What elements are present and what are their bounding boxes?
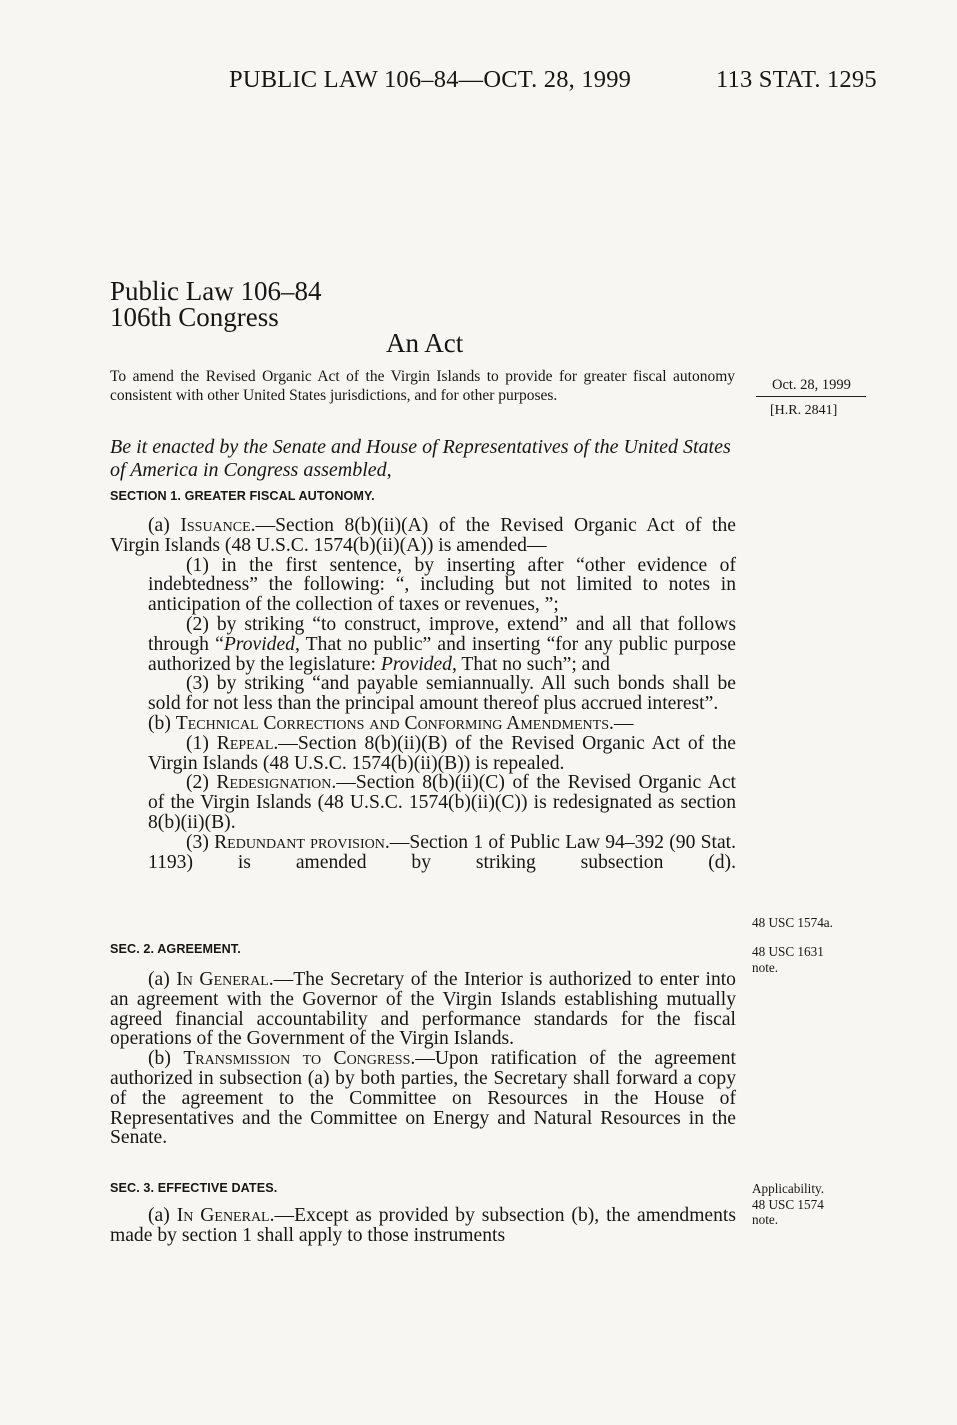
enacting-clause: Be it enacted by the Senate and House of Representatives of the United States of America in Congress assembled, bbox=[110, 436, 731, 481]
paragraph-1b-2: (2) Redesignation.—Section 8(b)(ii)(C) of the Revised Organic Act of the Virgin Islands (48 U.S.C. 1574(b)(ii)(C)) is redesignated as section 8(b)(ii)(B). bbox=[148, 772, 736, 833]
paragraph-1a-2: (2) by striking “to construct, improve, extend” and all that follows through “Provided, That no public” and inserting “for any public purpose authorized by the legislature: Provided, That no such”; and bbox=[148, 613, 736, 675]
congress-number: 106th Congress bbox=[110, 302, 279, 332]
margin-date: Oct. 28, 1999 bbox=[772, 377, 851, 393]
section-3-heading: SEC. 3. EFFECTIVE DATES. bbox=[110, 1181, 278, 1195]
subsection-1b: (b) Technical Corrections and Conforming Amendments.— bbox=[148, 712, 634, 734]
margin-note-48-usc-1574a: 48 USC 1574a. bbox=[752, 915, 833, 930]
section-1-heading: SECTION 1. GREATER FISCAL AUTONOMY. bbox=[110, 489, 375, 503]
margin-note-applicability: Applicability. 48 USC 1574 note. bbox=[752, 1181, 825, 1227]
public-law-number: Public Law 106–84 bbox=[110, 276, 322, 306]
paragraph-1b-3: (3) Redundant provision.—Section 1 of Public Law 94–392 (90 Stat. 1193) is amended by striking subsection (d). bbox=[148, 831, 736, 873]
subsection-1a: (a) Issuance.—Section 8(b)(ii)(A) of the Revised Organic Act of the Virgin Islands (48 U.S.C. 1574(b)(ii)(A)) is amended— bbox=[110, 515, 736, 556]
purpose-clause: To amend the Revised Organic Act of the Virgin Islands to provide for greater fiscal autonomy consistent with other United States jurisdictions, and for other purposes. bbox=[110, 368, 735, 404]
running-header-left: PUBLIC LAW 106–84—OCT. 28, 1999 bbox=[229, 66, 632, 93]
subsection-2a: (a) In General.—The Secretary of the Interior is authorized to enter into an agreement with the Governor of the Virgin Islands establishing mutually agreed financial accountability and performance standards for the fiscal operations of the Government of the Virgin Islands. bbox=[110, 969, 736, 1050]
running-header-right: 113 STAT. 1295 bbox=[716, 66, 877, 93]
margin-note-48-usc-1631: 48 USC 1631 note. bbox=[752, 944, 824, 975]
paragraph-1a-1: (1) in the first sentence, by inserting after “other evidence of indebtedness” the following: “, including but not limited to notes in anticipation of the collection of taxes or revenues, ”; bbox=[148, 554, 736, 616]
subsection-2b: (b) Transmission to Congress.—Upon ratification of the agreement authorized in subsection (a) by both parties, the Secretary shall forward a copy of the agreement to the Committee on Resources in the House of Representatives and the Committee on Energy and Natural Resources in the Senate. bbox=[110, 1048, 736, 1149]
paragraph-1b-1: (1) Repeal.—Section 8(b)(ii)(B) of the Revised Organic Act of the Virgin Islands (48 U.S.C. 1574(b)(ii)(B)) is repealed. bbox=[148, 732, 736, 774]
act-title: An Act bbox=[386, 328, 464, 358]
section-2-heading: SEC. 2. AGREEMENT. bbox=[110, 942, 241, 956]
subsection-3a: (a) In General.—Except as provided by subsection (b), the amendments made by section 1 shall apply to those instruments bbox=[110, 1205, 736, 1246]
section-3-body bbox=[110, 1206, 736, 1246]
section-1-body bbox=[110, 516, 736, 872]
section-2-body bbox=[110, 970, 736, 1148]
paragraph-1a-3: (3) by striking “and payable semiannually. All such bonds shall be sold for not less than the principal amount thereof plus accrued interest”. bbox=[148, 673, 736, 715]
margin-bill-number: [H.R. 2841] bbox=[770, 403, 838, 418]
margin-rule bbox=[756, 396, 866, 397]
